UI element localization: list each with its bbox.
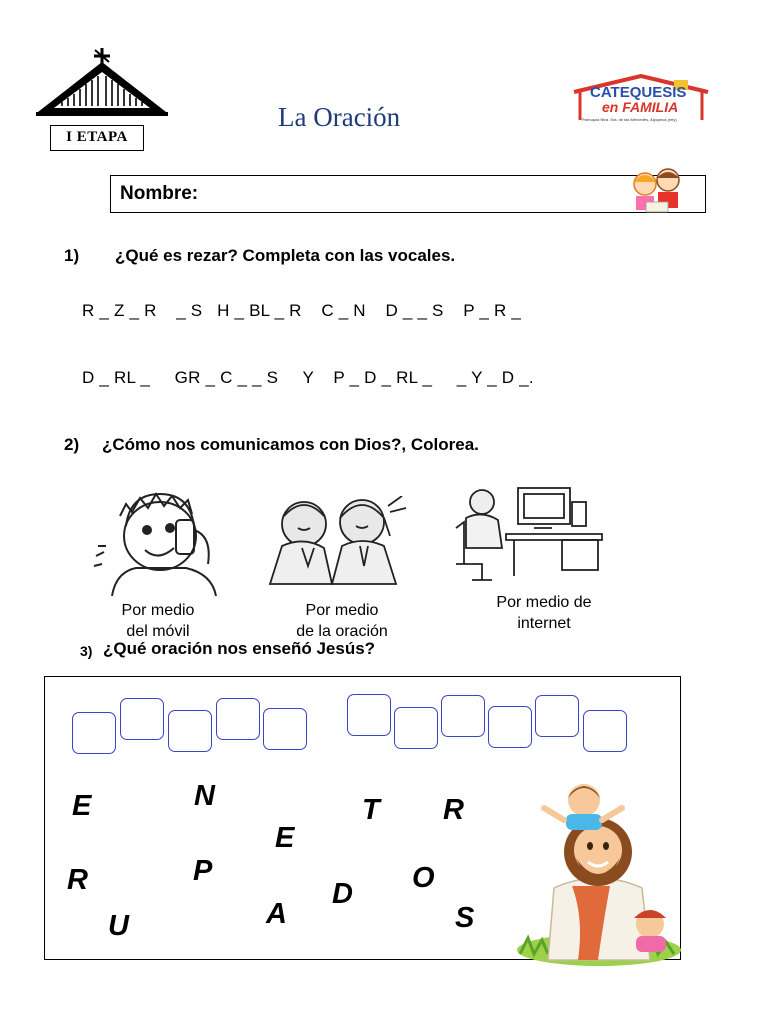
puzzle-letter: P bbox=[193, 855, 213, 887]
answer-box[interactable] bbox=[263, 708, 307, 750]
name-label: Nombre: bbox=[120, 183, 199, 204]
answer-box[interactable] bbox=[488, 706, 532, 748]
church-logo-icon bbox=[36, 44, 168, 120]
puzzle-letter: T bbox=[362, 794, 380, 826]
answer-box[interactable] bbox=[583, 710, 627, 752]
question-1-text: ¿Qué es rezar? Completa con las vocales. bbox=[115, 246, 456, 265]
puzzle-letter: E bbox=[275, 822, 295, 854]
caption-prayer-line2: de la oración bbox=[296, 623, 388, 640]
puzzle-letter: O bbox=[412, 862, 435, 894]
question-2-text: ¿Cómo nos comunicamos con Dios?, Colorea. bbox=[102, 435, 479, 454]
caption-phone-line2: del móvil bbox=[126, 623, 190, 640]
logo-line1: CATEQUESIS bbox=[590, 84, 687, 101]
answer-box[interactable] bbox=[168, 710, 212, 752]
children-praying-icon bbox=[262, 496, 412, 588]
answer-box[interactable] bbox=[535, 695, 579, 737]
fill-line-1: R _ Z _ R _ S H _ BL _ R C _ N D _ _ S P _ R _ bbox=[82, 301, 522, 320]
catequesis-logo bbox=[568, 74, 714, 128]
puzzle-letter: E bbox=[72, 790, 92, 822]
caption-internet-line1: Por medio de bbox=[496, 594, 592, 611]
fill-line-2: D _ RL _ GR _ C _ _ S Y P _ D _ RL _ _ Y _ D _. bbox=[82, 368, 534, 387]
page-title: La Oración bbox=[278, 102, 401, 132]
puzzle-letter: S bbox=[455, 902, 475, 934]
answer-box[interactable] bbox=[72, 712, 116, 754]
caption-prayer bbox=[272, 600, 412, 642]
answer-box[interactable] bbox=[394, 707, 438, 749]
name-field[interactable] bbox=[110, 175, 706, 213]
answer-box[interactable] bbox=[120, 698, 164, 740]
boy-phone-icon bbox=[90, 486, 224, 596]
stage-label: I ETAPA bbox=[50, 125, 144, 151]
caption-phone-line1: Por medio bbox=[121, 602, 195, 619]
puzzle-letter: N bbox=[194, 780, 215, 812]
puzzle-letter: R bbox=[67, 864, 88, 896]
answer-box[interactable] bbox=[216, 698, 260, 740]
computer-desk-icon bbox=[442, 484, 604, 586]
logo-line2: en FAMILIA bbox=[602, 99, 679, 115]
puzzle-letter: A bbox=[266, 898, 287, 930]
caption-internet-line2: internet bbox=[517, 615, 571, 632]
caption-phone bbox=[96, 600, 220, 642]
caption-internet bbox=[470, 592, 618, 634]
puzzle-letter: R bbox=[443, 794, 464, 826]
question-2-number: 2) bbox=[64, 435, 80, 454]
question-3-text: ¿Qué oración nos enseñó Jesús? bbox=[103, 639, 376, 658]
puzzle-letter: U bbox=[108, 910, 129, 942]
answer-box[interactable] bbox=[347, 694, 391, 736]
logo-sub: Parroquia Ntra. Sra. de las Mercedes, Alpuyeca (mty) bbox=[582, 117, 677, 122]
question-1-number: 1) bbox=[64, 246, 80, 265]
answer-box[interactable] bbox=[441, 695, 485, 737]
kids-reading-icon bbox=[628, 166, 686, 216]
jesus-with-children-icon bbox=[514, 778, 684, 968]
caption-prayer-line1: Por medio bbox=[305, 602, 379, 619]
puzzle-letter: D bbox=[332, 878, 353, 910]
question-3-number: 3) bbox=[80, 643, 93, 659]
